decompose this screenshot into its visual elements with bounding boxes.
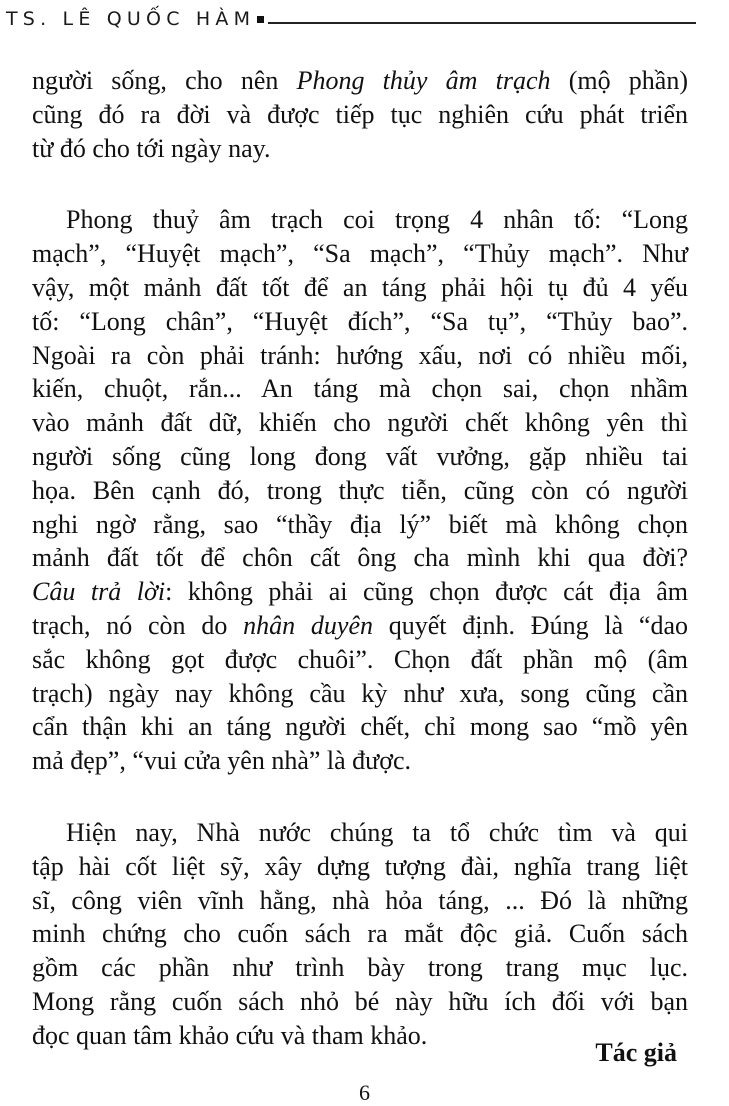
running-header xyxy=(6,4,696,34)
text-line xyxy=(32,643,688,677)
header-rule xyxy=(268,22,696,24)
text-line xyxy=(32,237,688,271)
text-line xyxy=(32,1019,688,1053)
page-number: 6 xyxy=(359,1080,370,1105)
text-run: minh chứng cho cuốn sách ra mắt độc giả. Cuốn sách xyxy=(32,919,688,949)
text-line xyxy=(32,609,688,643)
text-run: mảnh đất tốt để chôn cất ông cha mình khi qua đời? xyxy=(32,543,688,573)
text-line xyxy=(32,816,688,850)
paragraph-gap xyxy=(32,165,688,203)
text-line xyxy=(32,884,688,918)
text-line xyxy=(32,203,688,237)
text-run: vào mảnh đất dữ, khiến cho người chết không yên thì xyxy=(32,408,688,438)
text-run: đọc quan tâm khảo cứu và tham khảo. xyxy=(32,1020,428,1050)
text-run: trạch) ngày nay không cầu kỳ như xưa, song cũng cần xyxy=(32,678,688,708)
text-run: Ngoài ra còn phải tránh: hướng xấu, nơi có nhiều mối, xyxy=(32,340,688,370)
paragraph-gap xyxy=(32,778,688,816)
text-run: sĩ, công viên vĩnh hằng, nhà hỏa táng, ... Đó là những xyxy=(32,885,688,915)
text-line xyxy=(32,406,688,440)
text-line xyxy=(32,541,688,575)
text-line xyxy=(32,951,688,985)
text-run: (mộ phần) xyxy=(550,66,688,95)
text-run: quyết định. Đúng là “dao xyxy=(372,610,688,640)
text-run: nghi ngờ rằng, sao “thầy địa lý” biết mà không chọn xyxy=(32,509,688,539)
text-line xyxy=(32,64,688,98)
text-line xyxy=(32,508,688,542)
text-run: người sống, cho nên xyxy=(32,66,297,95)
text-run: Hiện nay, Nhà nước chúng ta tổ chức tìm và qui xyxy=(66,817,688,847)
text-line xyxy=(32,677,688,711)
text-line xyxy=(32,98,688,132)
text-line xyxy=(32,132,688,166)
text-run: họa. Bên cạnh đó, trong thực tiễn, cũng còn có người xyxy=(32,475,688,505)
text-run: người sống cũng long đong vất vưởng, gặp nhiều tai xyxy=(32,441,688,471)
text-run: tập hài cốt liệt sỹ, xây dựng tượng đài, nghĩa trang liệt xyxy=(32,851,688,881)
text-run: vậy, một mảnh đất tốt để an táng phải hội tụ đủ 4 yếu xyxy=(32,272,688,302)
text-line xyxy=(32,850,688,884)
text-line xyxy=(32,305,688,339)
text-line xyxy=(32,372,688,406)
italic-text: Phong thủy âm trạch xyxy=(296,66,551,95)
italic-text: Câu trả lời xyxy=(32,577,166,607)
text-run: mả đẹp”, “vui cửa yên nhà” là được. xyxy=(32,746,412,776)
text-line xyxy=(32,917,688,951)
paragraph xyxy=(32,64,688,165)
text-run: từ đó cho tới ngày nay. xyxy=(32,133,271,163)
text-line xyxy=(32,744,688,778)
text-line xyxy=(32,271,688,305)
text-line xyxy=(32,440,688,474)
text-run: tố: “Long chân”, “Huyệt đích”, “Sa tụ”, “Thủy bao”. xyxy=(32,306,688,336)
text-line xyxy=(32,339,688,373)
text-run: Phong thuỷ âm trạch coi trọng 4 nhân tố: “Long xyxy=(66,205,688,235)
header-author: TS. LÊ QUỐC HÀM xyxy=(6,8,256,30)
text-run: trạch, nó còn do xyxy=(32,610,244,640)
text-run: kiến, chuột, rắn... An táng mà chọn sai, chọn nhầm xyxy=(32,374,688,404)
text-run: : không phải ai cũng chọn được cát địa âm xyxy=(165,577,688,607)
text-line xyxy=(32,575,688,609)
text-line xyxy=(32,710,688,744)
paragraph xyxy=(32,203,688,778)
italic-text: nhân duyên xyxy=(243,610,373,640)
paragraph xyxy=(32,816,688,1053)
text-line xyxy=(32,474,688,508)
text-run: cũng đó ra đời và được tiếp tục nghiên cứu phát triển xyxy=(32,99,688,129)
text-run: gồm các phần như trình bày trong trang mục lục. xyxy=(32,953,688,983)
text-run: mạch”, “Huyệt mạch”, “Sa mạch”, “Thủy mạch”. Như xyxy=(32,239,688,269)
text-run: cẩn thận khi an táng người chết, chỉ mong sao “mồ yên xyxy=(32,712,688,742)
text-run: sắc không gọt được chuôi”. Chọn đất phần mộ (âm xyxy=(32,644,688,674)
text-run: Mong rằng cuốn sách nhỏ bé này hữu ích đối với bạn xyxy=(32,986,688,1016)
header-square-mark xyxy=(257,16,264,23)
body-text xyxy=(32,64,688,1053)
signature: Tác giả xyxy=(595,1038,677,1067)
text-line xyxy=(32,985,688,1019)
